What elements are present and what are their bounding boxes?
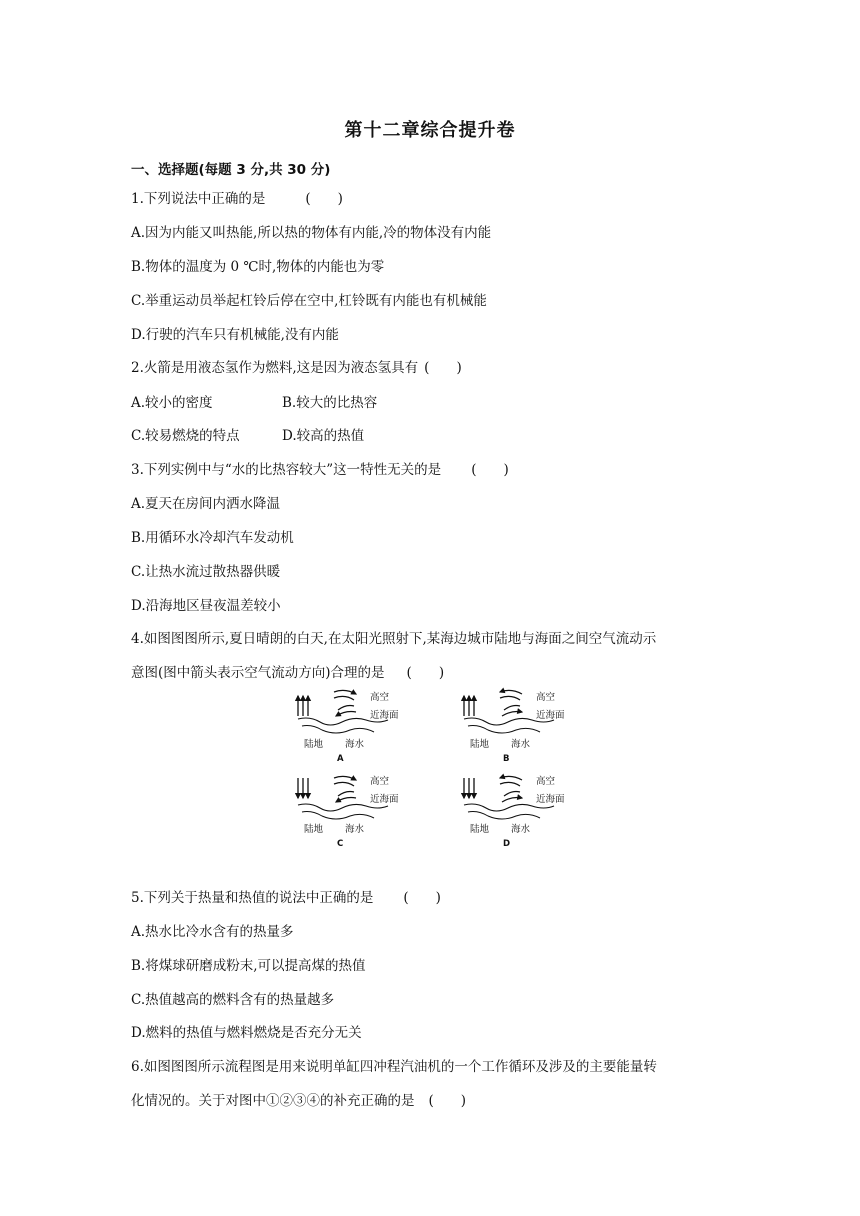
label-high-altitude: 高空 xyxy=(370,776,390,787)
option-b: B.较大的比热容 xyxy=(282,395,378,411)
option-d: D.沿海地区昼夜温差较小 xyxy=(131,598,281,614)
label-high-altitude: 高空 xyxy=(370,692,390,703)
option-b: B.物体的温度为 0 ℃时,物体的内能也为零 xyxy=(131,259,385,275)
answer-blank: ( ) xyxy=(428,1093,467,1109)
answer-blank: ( ) xyxy=(471,462,509,478)
question-4-stem-line-1: 4.如图图图所示,夏日晴朗的白天,在太阳光照射下,某海边城市陆地与海面之间空气流动示 xyxy=(131,631,657,647)
circulation-arrows xyxy=(500,690,522,716)
label-high-altitude: 高空 xyxy=(536,776,556,787)
label-near-sea: 近海面 xyxy=(536,710,565,721)
label-land: 陆地 xyxy=(304,739,324,750)
panel-label: A xyxy=(337,754,344,764)
option-a: A.因为内能又叫热能,所以热的物体有内能,冷的物体没有内能 xyxy=(131,225,492,241)
section-heading: 一、选择题(每题 3 分,共 30 分) xyxy=(131,162,331,178)
question-3-text: 3.下列实例中与“水的比热容较大”这一特性无关的是 xyxy=(131,462,442,478)
label-sea: 海水 xyxy=(345,824,365,835)
option-b: B.用循环水冷却汽车发动机 xyxy=(131,530,294,546)
label-land: 陆地 xyxy=(304,824,324,835)
question-1-stem xyxy=(131,190,343,208)
option-a: A.较小的密度 xyxy=(131,395,213,411)
option-a: A.夏天在房间内洒水降温 xyxy=(131,496,281,512)
option-c: C.较易燃烧的特点 xyxy=(131,428,240,444)
panel-d xyxy=(464,775,565,849)
label-near-sea: 近海面 xyxy=(370,794,399,805)
vertical-arrows-up xyxy=(298,696,308,716)
question-1-text: 1.下列说法中正确的是 xyxy=(131,191,266,207)
panel-b xyxy=(464,690,565,764)
panel-c xyxy=(298,775,399,849)
circulation-arrows xyxy=(334,690,356,716)
panel-label: B xyxy=(503,754,510,764)
option-c: C.举重运动员举起杠铃后停在空中,杠铃既有内能也有机械能 xyxy=(131,293,487,309)
question-4-text: 意图(图中箭头表示空气流动方向)合理的是 xyxy=(131,665,385,681)
panel-a xyxy=(298,690,399,764)
vertical-arrows-down xyxy=(464,778,474,798)
page-title: 第十二章综合提升卷 xyxy=(344,120,516,141)
label-land: 陆地 xyxy=(470,739,490,750)
option-a: A.热水比冷水含有的热量多 xyxy=(131,924,294,940)
question-3-stem xyxy=(131,461,509,479)
circulation-arrows xyxy=(500,776,522,802)
panel-label: D xyxy=(503,839,511,849)
question-6-stem-line-2 xyxy=(131,1092,466,1110)
option-d: D.燃料的热值与燃料燃烧是否充分无关 xyxy=(131,1025,362,1041)
circulation-arrows xyxy=(334,776,356,802)
land-sea-boundary xyxy=(464,804,554,811)
air-flow-figure xyxy=(290,686,580,852)
answer-blank: ( ) xyxy=(406,665,445,681)
question-4-stem-line-2 xyxy=(131,664,444,682)
label-sea: 海水 xyxy=(511,824,531,835)
question-6-text: 化情况的。关于对图中①②③④的补充正确的是 xyxy=(131,1093,415,1109)
option-c: C.热值越高的燃料含有的热量越多 xyxy=(131,992,335,1008)
option-d: D.较高的热值 xyxy=(282,428,365,444)
answer-blank: ( ) xyxy=(305,191,343,207)
question-2-stem xyxy=(131,359,462,377)
label-land: 陆地 xyxy=(470,824,490,835)
label-sea: 海水 xyxy=(511,739,531,750)
option-b: B.将煤球研磨成粉末,可以提高煤的热值 xyxy=(131,958,366,974)
option-d: D.行驶的汽车只有机械能,没有内能 xyxy=(131,327,339,343)
options-row-cd xyxy=(131,427,364,445)
label-high-altitude: 高空 xyxy=(536,692,556,703)
vertical-arrows-down xyxy=(298,778,308,798)
question-6-stem-line-1: 6.如图图图所示流程图是用来说明单缸四冲程汽油机的一个工作循环及涉及的主要能量转 xyxy=(131,1059,657,1075)
panel-label: C xyxy=(337,839,344,849)
land-sea-boundary xyxy=(298,804,388,811)
question-5-text: 5.下列关于热量和热值的说法中正确的是 xyxy=(131,890,374,906)
vertical-arrows-up xyxy=(464,696,474,716)
option-c: C.让热水流过散热器供暖 xyxy=(131,564,281,580)
question-2-text: 2.火箭是用液态氢作为燃料,这是因为液态氢具有 xyxy=(131,360,419,376)
air-flow-diagram xyxy=(290,686,580,852)
answer-blank: ( ) xyxy=(403,890,441,906)
label-near-sea: 近海面 xyxy=(370,710,399,721)
answer-blank: ( ) xyxy=(424,360,462,376)
label-near-sea: 近海面 xyxy=(536,794,565,805)
options-row-ab xyxy=(131,394,377,412)
label-sea: 海水 xyxy=(345,739,365,750)
question-5-stem xyxy=(131,889,441,907)
